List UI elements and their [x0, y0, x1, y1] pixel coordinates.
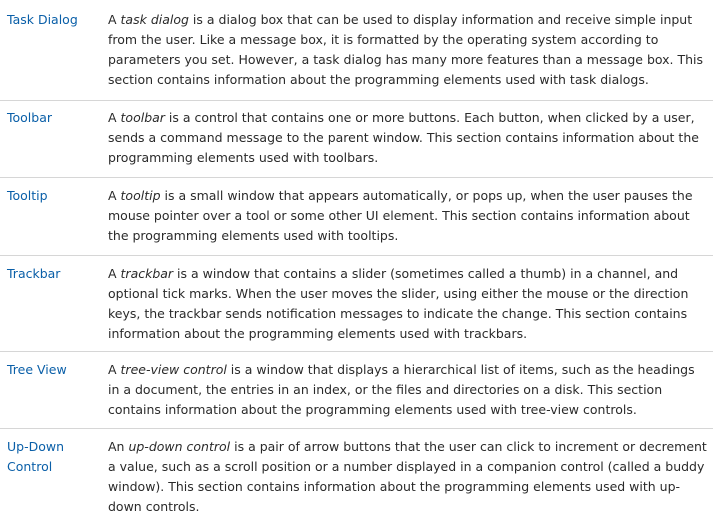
table-row — [0, 101, 713, 178]
toolbar-description: A toolbar is a control that contains one or more buttons. Each button, when clicked by a user, sends a command message to the parent window. This section contains information about the programming elements used with toolbars. — [108, 110, 699, 165]
trackbar-description: A trackbar is a window that contains a slider (sometimes called a thumb) in a channel, and optional tick marks. When the user moves the slider, using either the mouse or the direction keys, the trackbar sends notification messages to indicate the change. This section contains information about the programming elements used with trackbars. — [108, 266, 689, 341]
trackbar-link[interactable]: Trackbar — [7, 266, 61, 281]
table-row — [0, 352, 713, 429]
toolbar-link[interactable]: Toolbar — [7, 110, 53, 125]
task-dialog-description: A task dialog is a dialog box that can be used to display information and receive simple input from the user. Like a message box, it is formatted by the operating system according to parameters you set. However, a task dialog has many more features than a message box. This section contains information about the programming elements used with task dialogs. — [108, 12, 704, 87]
tree-view-link[interactable]: Tree View — [7, 362, 67, 377]
table-row — [0, 0, 713, 101]
tree-view-description: A tree-view control is a window that displays a hierarchical list of items, such as the headings in a document, the entries in an index, or the files and directories on a disk. This section contains information about the programming elements used with tree-view controls. — [108, 362, 695, 417]
up-down-control-description: An up-down control is a pair of arrow buttons that the user can click to increment or decrement a value, such as a scroll position or a number displayed in a companion control (called a buddy window). This section contains information about the programming elements used with up-down controls. — [108, 439, 707, 514]
table-row — [0, 429, 713, 513]
task-dialog-link[interactable]: Task Dialog — [7, 12, 78, 27]
up-down-control-link[interactable]: Up-Down Control — [7, 439, 65, 474]
table-row — [0, 256, 713, 352]
table-row — [0, 178, 713, 256]
tooltip-description: A tooltip is a small window that appears automatically, or pops up, when the user pauses the mouse pointer over a tool or some other UI element. This section contains information about the programming elements used with tooltips. — [108, 188, 693, 243]
tooltip-link[interactable]: Tooltip — [7, 188, 48, 203]
